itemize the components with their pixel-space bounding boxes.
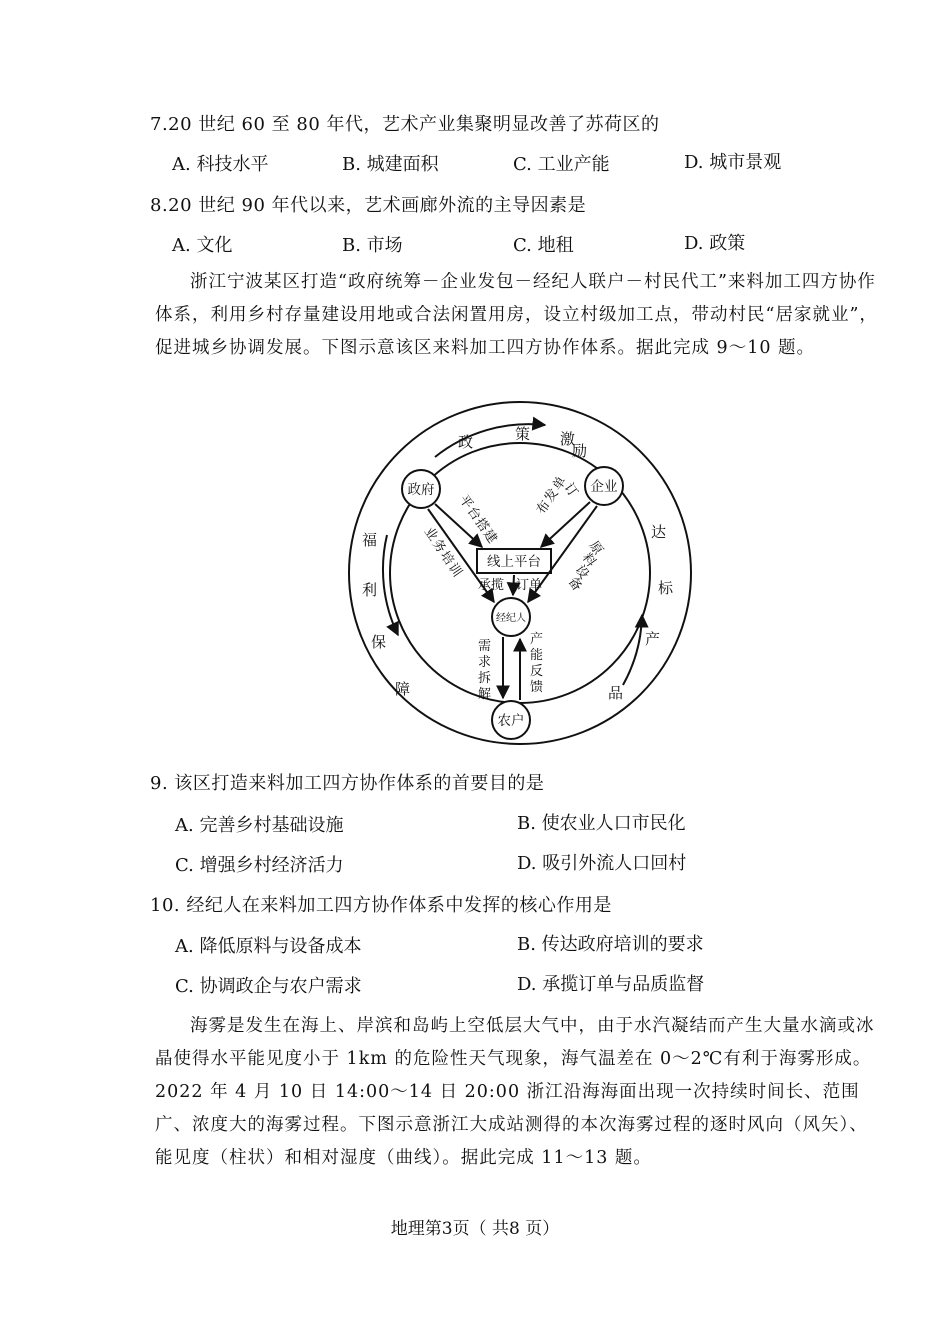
demand-char-1: 需 bbox=[478, 639, 492, 654]
question-10-option-a: A. 降低原料与设备成本 bbox=[175, 936, 362, 957]
policy-char-1: 政 bbox=[458, 433, 474, 451]
order-release-char-1: 订 bbox=[560, 480, 581, 500]
government-node bbox=[402, 470, 440, 508]
training-char-1: 业 bbox=[420, 524, 441, 544]
farmer-node bbox=[492, 701, 530, 739]
standard-char-2: 标 bbox=[658, 579, 674, 597]
platform-build-char-2: 台 bbox=[463, 504, 484, 524]
feedback-char-3: 反 bbox=[530, 664, 544, 679]
capacity-feedback-label bbox=[530, 631, 543, 695]
cooperation-system-diagram bbox=[340, 395, 700, 750]
platform-build-char-4: 建 bbox=[479, 527, 500, 547]
question-8-option-d: D. 政策 bbox=[684, 233, 746, 254]
question-10-option-c: C. 协调政企与农户需求 bbox=[175, 976, 362, 997]
passage-1-text: 浙江宁波某区打造“政府统筹－企业发包－经纪人联户－村民代工”来料加工四方协作体系，利用乡村存量建设用地或合法闲置用房，设立村级加工点，带动村民“居家就业”，促进城乡协调发展。下图示意该区来料加工四方协作体系。据此完成 9～10 题。 bbox=[155, 272, 878, 358]
standard-char-1: 达 bbox=[651, 523, 667, 541]
platform-build-char-3: 搭 bbox=[471, 515, 492, 535]
training-char-2: 务 bbox=[428, 536, 449, 556]
question-8-stem: 8.20 世纪 90 年代以来，艺术画廊外流的主导因素是 bbox=[150, 195, 587, 216]
materials-char-2: 料 bbox=[578, 550, 599, 570]
order-release-label-vertical bbox=[534, 474, 570, 517]
welfare-char-3: 保 bbox=[371, 633, 387, 651]
materials-label bbox=[565, 539, 606, 594]
question-7-option-c: C. 工业产能 bbox=[513, 154, 610, 175]
demand-char-3: 拆 bbox=[478, 671, 492, 686]
welfare-char-1: 福 bbox=[362, 531, 378, 549]
question-10-option-b: B. 传达政府培训的要求 bbox=[517, 934, 704, 955]
demand-char-2: 求 bbox=[478, 655, 492, 670]
question-7-option-b: B. 城建面积 bbox=[342, 154, 439, 175]
demand-char-4: 解 bbox=[478, 687, 492, 702]
broker-label: 经纪人 bbox=[496, 613, 526, 624]
undertake-order-arrow bbox=[513, 575, 514, 595]
policy-char-3: 激 bbox=[560, 430, 576, 448]
policy-char-2: 策 bbox=[515, 425, 531, 443]
question-8-option-b: B. 市场 bbox=[342, 235, 403, 256]
platform-build-char-1: 平 bbox=[455, 492, 476, 512]
broker-node bbox=[492, 598, 530, 636]
page-footer: 地理第3页（ 共8 页） bbox=[390, 1219, 560, 1239]
training-char-4: 训 bbox=[444, 560, 465, 580]
passage-sea-fog bbox=[155, 1010, 885, 1175]
question-9-option-b: B. 使农业人口市民化 bbox=[517, 813, 686, 834]
materials-char-4: 备 bbox=[564, 574, 585, 594]
feedback-char-1: 产 bbox=[530, 632, 544, 647]
question-10-option-d: D. 承揽订单与品质监督 bbox=[517, 974, 705, 995]
order-release-char-2: 单 bbox=[549, 474, 570, 494]
standard-char-4: 品 bbox=[608, 684, 624, 702]
materials-char-1: 原 bbox=[585, 538, 606, 558]
passage-2-text: 海雾是发生在海上、岸滨和岛屿上空低层大气中，由于水汽凝结而产生大量水滴或冰晶使得水平能见度小于 1km 的危险性天气现象，海气温差在 0～2℃有利于海雾形成。2022 年 4 月 10 日 14:00～14 日 20:00 浙江沿海海面出现一次持续时间长、范围广、浓度大的海雾过程。下图示意浙江大成站测得的本次海雾过程的逐时风向（风矢）、能见度（柱状）和相对湿度（曲线）。据此完成 11～13 题。 bbox=[155, 1016, 875, 1168]
platform-build-label bbox=[456, 492, 501, 546]
question-8-option-a: A. 文化 bbox=[172, 235, 233, 256]
question-7-option-d: D. 城市景观 bbox=[684, 152, 782, 173]
order-release-char-3: 发 bbox=[541, 486, 562, 506]
question-7-stem: 7.20 世纪 60 至 80 年代，艺术产业集聚明显改善了苏荷区的 bbox=[150, 114, 660, 135]
feedback-char-2: 能 bbox=[530, 648, 544, 663]
question-9-option-a: A. 完善乡村基础设施 bbox=[175, 815, 344, 836]
passage-rural-processing bbox=[155, 266, 885, 365]
farmer-label: 农户 bbox=[497, 713, 525, 729]
undertake-label: 承揽 bbox=[478, 578, 505, 593]
question-7-option-a: A. 科技水平 bbox=[172, 154, 269, 175]
government-label: 政府 bbox=[407, 482, 435, 498]
question-9-option-c: C. 增强乡村经济活力 bbox=[175, 855, 344, 876]
welfare-char-4: 障 bbox=[395, 680, 411, 698]
materials-char-3: 设 bbox=[571, 562, 592, 582]
feedback-char-4: 馈 bbox=[530, 680, 544, 695]
enterprise-node bbox=[585, 467, 623, 505]
standard-char-3: 产 bbox=[645, 630, 661, 648]
order-label: 订单 bbox=[516, 578, 543, 593]
order-release-char-4: 布 bbox=[533, 498, 554, 518]
training-char-3: 培 bbox=[436, 548, 457, 568]
enterprise-label: 企业 bbox=[590, 479, 618, 495]
question-8-option-c: C. 地租 bbox=[513, 235, 574, 256]
question-9-stem: 9. 该区打造来料加工四方协作体系的首要目的是 bbox=[150, 773, 545, 794]
online-platform-label: 线上平台 bbox=[487, 554, 541, 570]
question-9-option-d: D. 吸引外流人口回村 bbox=[517, 853, 687, 874]
demand-split-label bbox=[478, 639, 491, 702]
welfare-char-2: 利 bbox=[362, 581, 378, 599]
policy-char-4: 励 bbox=[572, 442, 588, 460]
question-10-stem: 10. 经纪人在来料加工四方协作体系中发挥的核心作用是 bbox=[150, 895, 612, 916]
